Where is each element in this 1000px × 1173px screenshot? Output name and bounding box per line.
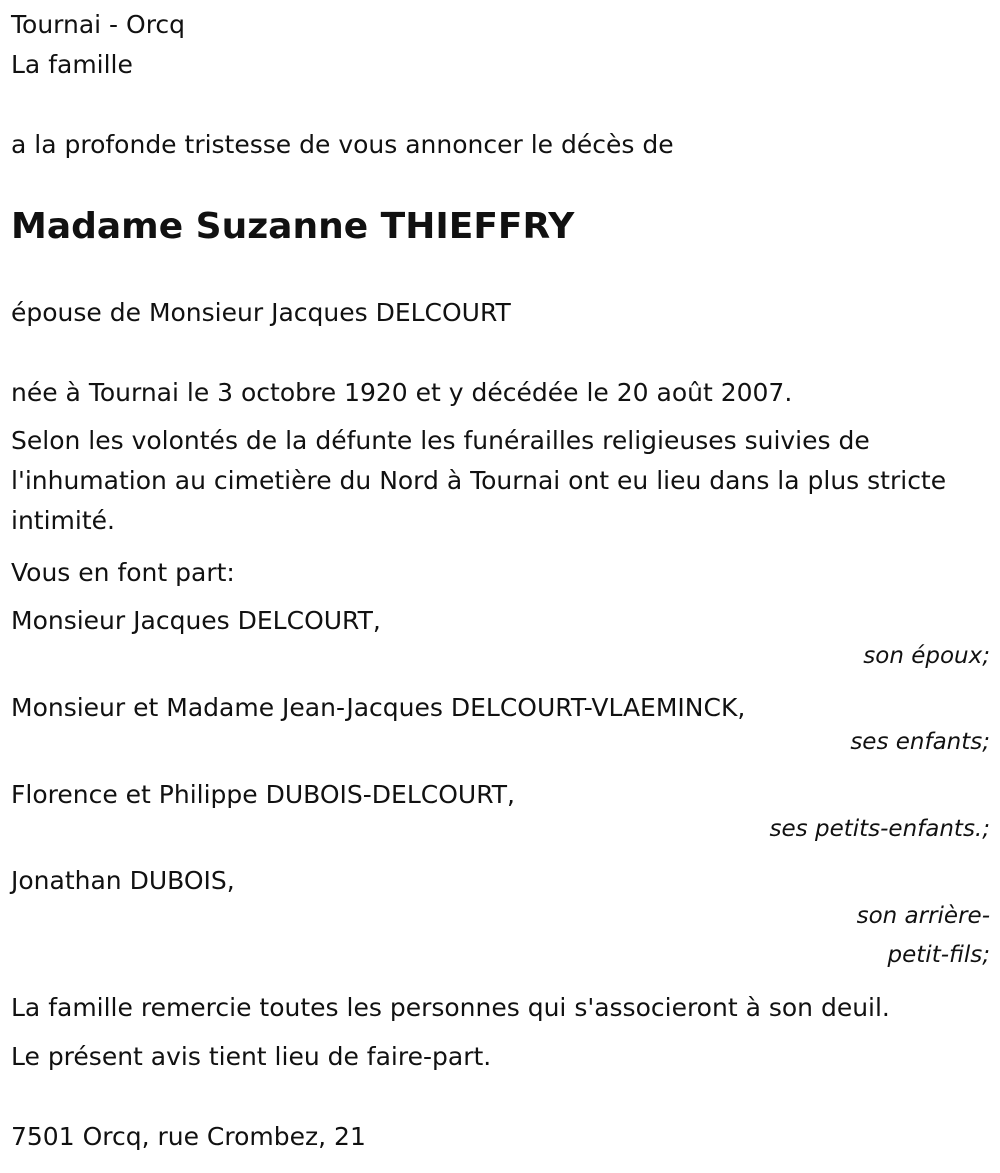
address-line: 7501 Orcq, rue Crombez, 21: [11, 1122, 366, 1151]
announcer-relation: son arrière-: [856, 903, 990, 929]
birth-death-line: née à Tournai le 3 octobre 1920 et y décédée le 20 août 2007.: [11, 378, 793, 407]
thanks-line: La famille remercie toutes les personnes qui s'associeront à son deuil.: [11, 993, 890, 1022]
spouse-line: épouse de Monsieur Jacques DELCOURT: [11, 298, 511, 327]
announcer-name: Florence et Philippe DUBOIS-DELCOURT,: [11, 780, 515, 809]
notice-line: Le présent avis tient lieu de faire-part.: [11, 1042, 492, 1071]
announcer-name: Monsieur et Madame Jean-Jacques DELCOURT-VLAEMINCK,: [11, 693, 746, 722]
location-line: Tournai - Orcq: [11, 10, 186, 39]
announcer-relation: ses petits-enfants.;: [769, 816, 990, 842]
announcer-relation: son époux;: [863, 643, 990, 669]
funeral-paragraph: Selon les volontés de la défunte les funérailles religieuses suivies de l'inhumation au cimetière du Nord à Tournai ont eu lieu dans la plus stricte intimité.: [11, 426, 947, 535]
deceased-name: Madame Suzanne THIEFFRY: [11, 206, 575, 247]
announcer-name: Monsieur Jacques DELCOURT,: [11, 606, 381, 635]
announcer-relation: petit-fils;: [887, 942, 990, 968]
announcers-intro: Vous en font part:: [11, 558, 235, 587]
family-line: La famille: [11, 50, 133, 79]
announcer-name: Jonathan DUBOIS,: [11, 866, 235, 895]
announcer-relation: ses enfants;: [850, 729, 990, 755]
intro-line: a la profonde tristesse de vous annoncer le décès de: [11, 130, 674, 159]
